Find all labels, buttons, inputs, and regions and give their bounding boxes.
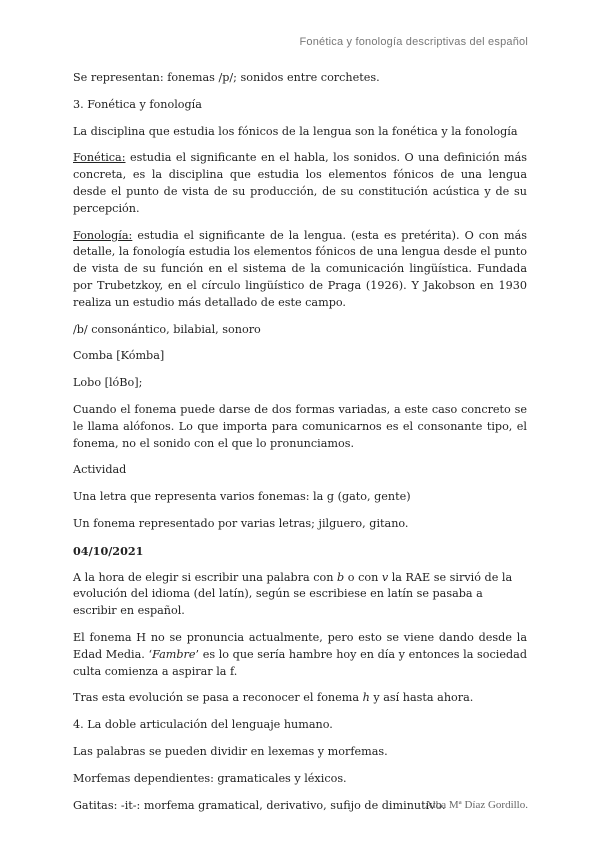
activity-heading: Actividad [73,463,127,477]
definition-fonologia: estudia el significante de la lengua. (esta es pretérita). O con más detalle, la fonología estudia los elementos fónicos de una lengua desde el punto de vista de su función en el sistema de la comunicación lingüística. Fundada por Trubetzkoy, en el círculo lingüístico de Praga (1926). Y Jakobson en 1930 realiza un estudio más detallado de este campo. [73,228,527,309]
letter-v: v [381,570,389,584]
activity-item-2: Un fonema representado por varias letras; jilguero, gitano. [73,516,409,530]
paragraph-fonologia [73,228,527,312]
text-segment: A la hora de elegir si escribir una palabra con [73,570,338,584]
word-fambre: Fambre [152,647,196,661]
section-heading-3: 3. Fonética y fonología [73,97,202,111]
text-segment: o con [344,570,382,584]
paragraph-representation: Se representan: fonemas /p/; sonidos entre corchetes. [73,71,380,84]
paragraph-discipline: La disciplina que estudia los fónicos de la lengua son la fonética y la fonología [73,124,518,138]
term-fonologia: Fonología: [73,228,133,242]
example-lobo: Lobo [lóBo]; [73,376,143,390]
document-body [73,70,527,824]
letter-h: h [362,691,370,705]
text-segment: El fonema H no se pronuncia actualmente, pero esto se viene dando desde la Edad Media. ‘ [73,630,527,661]
paragraph-lexemas: Las palabras se pueden dividir en lexemas y morfemas. [73,744,388,758]
section-heading-4: 4. La doble articulación del lenguaje humano. [73,718,333,732]
paragraph-morfemas: Morfemas dependientes: gramaticales y léxicos. [73,771,347,785]
text-segment: Tras esta evolución se pasa a reconocer el fonema [73,691,363,705]
paragraph-gatitas: Gatitas: -it-: morfema gramatical, derivativo, sufijo de diminutivo. [73,798,446,812]
example-comba: Comba [Kómba] [73,349,165,363]
paragraph-alofonos: Cuando el fonema puede darse de dos formas variadas, a este caso concreto se le llama alófonos. Lo que importa para comunicarnos es el consonante tipo, el fonema, no el sonido con el que lo pronunciamos. [73,402,527,450]
letter-b: b [337,570,345,584]
paragraph-b-phoneme: /b/ consonántico, bilabial, sonoro [73,322,261,336]
text-segment: y así hasta ahora. [369,691,474,705]
page-header: Fonética y fonología descriptivas del español [299,36,528,48]
activity-item-1: Una letra que representa varios fonemas: la g (gato, gente) [73,490,411,504]
paragraph-evolution [73,690,527,707]
term-fonetica: Fonética: [73,151,126,165]
definition-fonetica: estudia el significante en el habla, los sonidos. O una definición más concreta, es la disciplina que estudia los elementos fónicos de una lengua desde el punto de vista de su producción, de su constitución acústica y de su percepción. [73,151,527,215]
text-segment: la RAE se sirvió de la evolución del idioma (del latín), según se escribiese en latín se pasaba a escribir en español. [73,570,513,618]
paragraph-fonema-h [73,630,527,680]
paragraph-b-v [73,570,527,620]
date-heading: 04/10/2021 [73,543,144,558]
paragraph-fonetica [73,150,527,217]
text-segment: ’ es lo que sería hambre hoy en día y entonces la sociedad culta comienza a aspirar la f. [73,647,527,678]
page-footer-author: Alba Mª Díaz Gordillo. [424,799,528,811]
